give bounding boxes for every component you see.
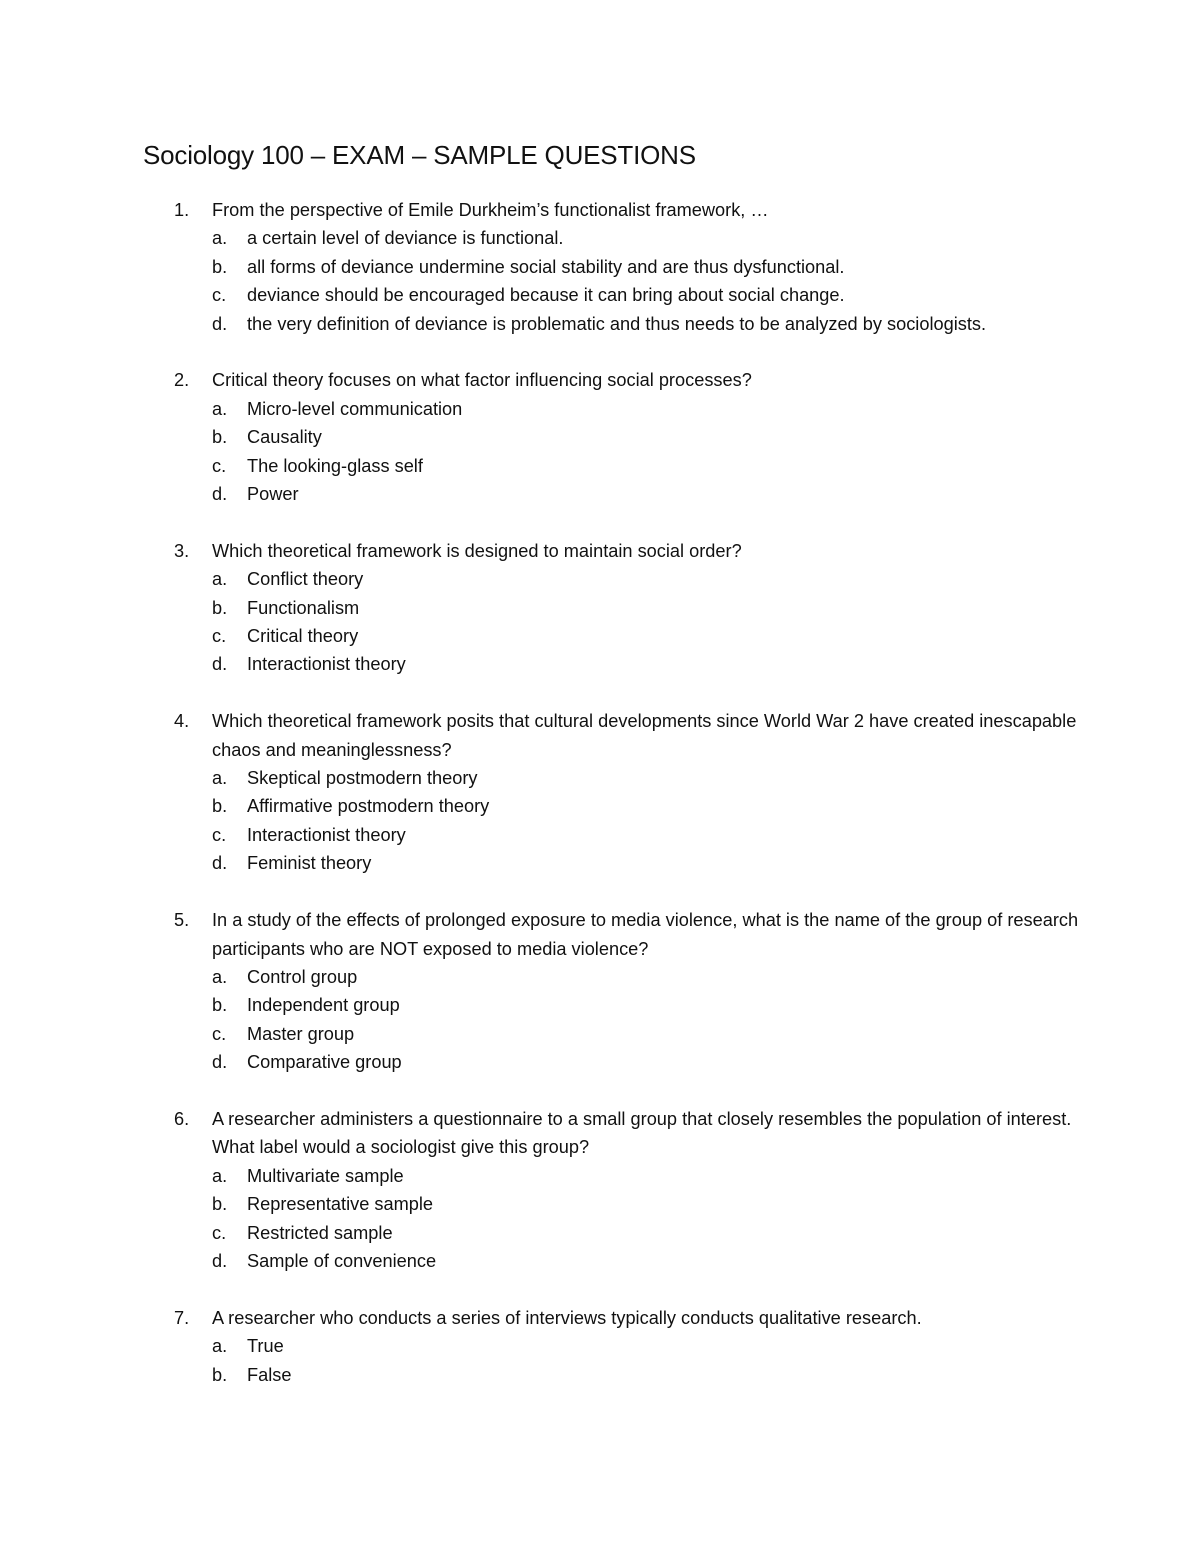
question-2 (0, 366, 1200, 508)
option-letter: c. (212, 1023, 227, 1044)
question-text: In a study of the effects of prolonged exposure to media violence, what is the name of the group of research participants who are NOT exposed to media violence? (212, 910, 1079, 959)
option-text: Functionalism (247, 597, 360, 618)
answer-option (0, 281, 1200, 309)
option-text: Control group (247, 966, 358, 987)
answer-option (0, 480, 1200, 508)
answer-option (0, 1247, 1200, 1275)
option-text: Restricted sample (247, 1222, 393, 1243)
option-text: Representative sample (247, 1194, 434, 1215)
option-letter: d. (212, 654, 228, 675)
answer-option (0, 253, 1200, 281)
question-text: A researcher administers a questionnaire to a small group that closely resembles the population of interest. What label would a sociologist give this group? (212, 1108, 1072, 1158)
option-text: Critical theory (247, 626, 359, 647)
option-letter: a. (212, 398, 228, 419)
question-number: 1. (174, 200, 190, 220)
option-text: deviance should be encouraged because it can bring about social change. (247, 285, 845, 306)
option-letter: d. (212, 1250, 228, 1271)
option-letter: c. (212, 626, 227, 647)
question-stem (0, 1304, 1200, 1332)
option-text: Master group (247, 1023, 355, 1044)
question-stem (0, 366, 1200, 394)
question-text: Which theoretical framework posits that cultural developments since World War 2 have created inescapable chaos and meaninglessness? (212, 711, 1077, 760)
answer-option (0, 622, 1200, 650)
answer-option (0, 594, 1200, 622)
answer-option (0, 423, 1200, 451)
answer-option (0, 764, 1200, 792)
option-text: a certain level of deviance is functional. (247, 228, 564, 249)
answer-option (0, 310, 1200, 338)
question-stem (0, 707, 1200, 764)
question-text: Which theoretical framework is designed to maintain social order? (212, 540, 742, 561)
question-5 (0, 906, 1200, 1076)
answer-option (0, 1162, 1200, 1190)
option-text: Causality (247, 427, 322, 448)
option-letter: b. (212, 427, 228, 448)
option-text: Micro-level communication (247, 398, 463, 419)
option-text: Interactionist theory (247, 824, 406, 845)
question-stem (0, 537, 1200, 565)
question-text: From the perspective of Emile Durkheim’s functionalist framework, … (212, 200, 769, 220)
answer-option (0, 565, 1200, 593)
answer-option (0, 452, 1200, 480)
question-number: 3. (174, 540, 190, 561)
question-number: 5. (174, 910, 190, 931)
question-stem (0, 1105, 1200, 1162)
option-letter: b. (212, 1364, 228, 1385)
option-text: all forms of deviance undermine social stability and are thus dysfunctional. (247, 256, 845, 277)
option-text: Feminist theory (247, 853, 372, 874)
option-letter: b. (212, 597, 228, 618)
question-text: Critical theory focuses on what factor influencing social processes? (212, 370, 752, 391)
option-text: Conflict theory (247, 569, 364, 590)
answer-option (0, 1361, 1200, 1389)
option-letter: a. (212, 1336, 228, 1357)
option-letter: a. (212, 1165, 228, 1186)
option-text: Interactionist theory (247, 654, 406, 675)
answer-option (0, 1332, 1200, 1360)
question-number: 4. (174, 711, 190, 732)
question-3 (0, 537, 1200, 679)
answer-option (0, 963, 1200, 991)
answer-option (0, 224, 1200, 252)
option-text: the very definition of deviance is problematic and thus needs to be analyzed by sociologists. (247, 313, 987, 334)
option-letter: d. (212, 313, 228, 334)
option-letter: b. (212, 796, 228, 817)
option-text: False (247, 1364, 292, 1385)
answer-option (0, 1219, 1200, 1247)
answer-option (0, 395, 1200, 423)
answer-option (0, 849, 1200, 877)
option-text: Sample of convenience (247, 1250, 437, 1271)
page-title: Sociology 100 – EXAM – SAMPLE QUESTIONS (143, 140, 696, 170)
answer-option (0, 821, 1200, 849)
option-letter: c. (212, 285, 227, 306)
question-stem (0, 196, 1200, 224)
option-text: Affirmative postmodern theory (247, 796, 490, 817)
question-6 (0, 1105, 1200, 1275)
question-4 (0, 707, 1200, 877)
question-number: 2. (174, 370, 190, 391)
question-number: 7. (174, 1307, 190, 1328)
option-text: Skeptical postmodern theory (247, 768, 478, 789)
option-letter: a. (212, 228, 228, 249)
option-letter: c. (212, 1222, 227, 1243)
option-letter: a. (212, 569, 228, 590)
question-list (0, 196, 1200, 1417)
option-letter: c. (212, 824, 227, 845)
answer-option (0, 1020, 1200, 1048)
option-text: Power (247, 484, 299, 505)
option-text: The looking-glass self (247, 455, 423, 476)
answer-option (0, 991, 1200, 1019)
option-text: Multivariate sample (247, 1165, 404, 1186)
question-7 (0, 1304, 1200, 1389)
question-1 (0, 196, 1200, 338)
question-number: 6. (174, 1108, 190, 1129)
option-text: Comparative group (247, 1052, 402, 1073)
option-letter: d. (212, 853, 228, 874)
option-letter: b. (212, 256, 228, 277)
option-letter: a. (212, 768, 228, 789)
option-letter: a. (212, 966, 228, 987)
answer-option (0, 792, 1200, 820)
option-letter: d. (212, 1052, 228, 1073)
option-letter: d. (212, 484, 228, 505)
option-letter: b. (212, 995, 228, 1016)
question-text: A researcher who conducts a series of interviews typically conducts qualitative research. (212, 1307, 922, 1328)
option-letter: c. (212, 455, 227, 476)
answer-option (0, 1190, 1200, 1218)
answer-option (0, 1048, 1200, 1076)
option-letter: b. (212, 1194, 228, 1215)
answer-option (0, 650, 1200, 678)
question-stem (0, 906, 1200, 963)
option-text: Independent group (247, 995, 400, 1016)
option-text: True (247, 1336, 284, 1357)
